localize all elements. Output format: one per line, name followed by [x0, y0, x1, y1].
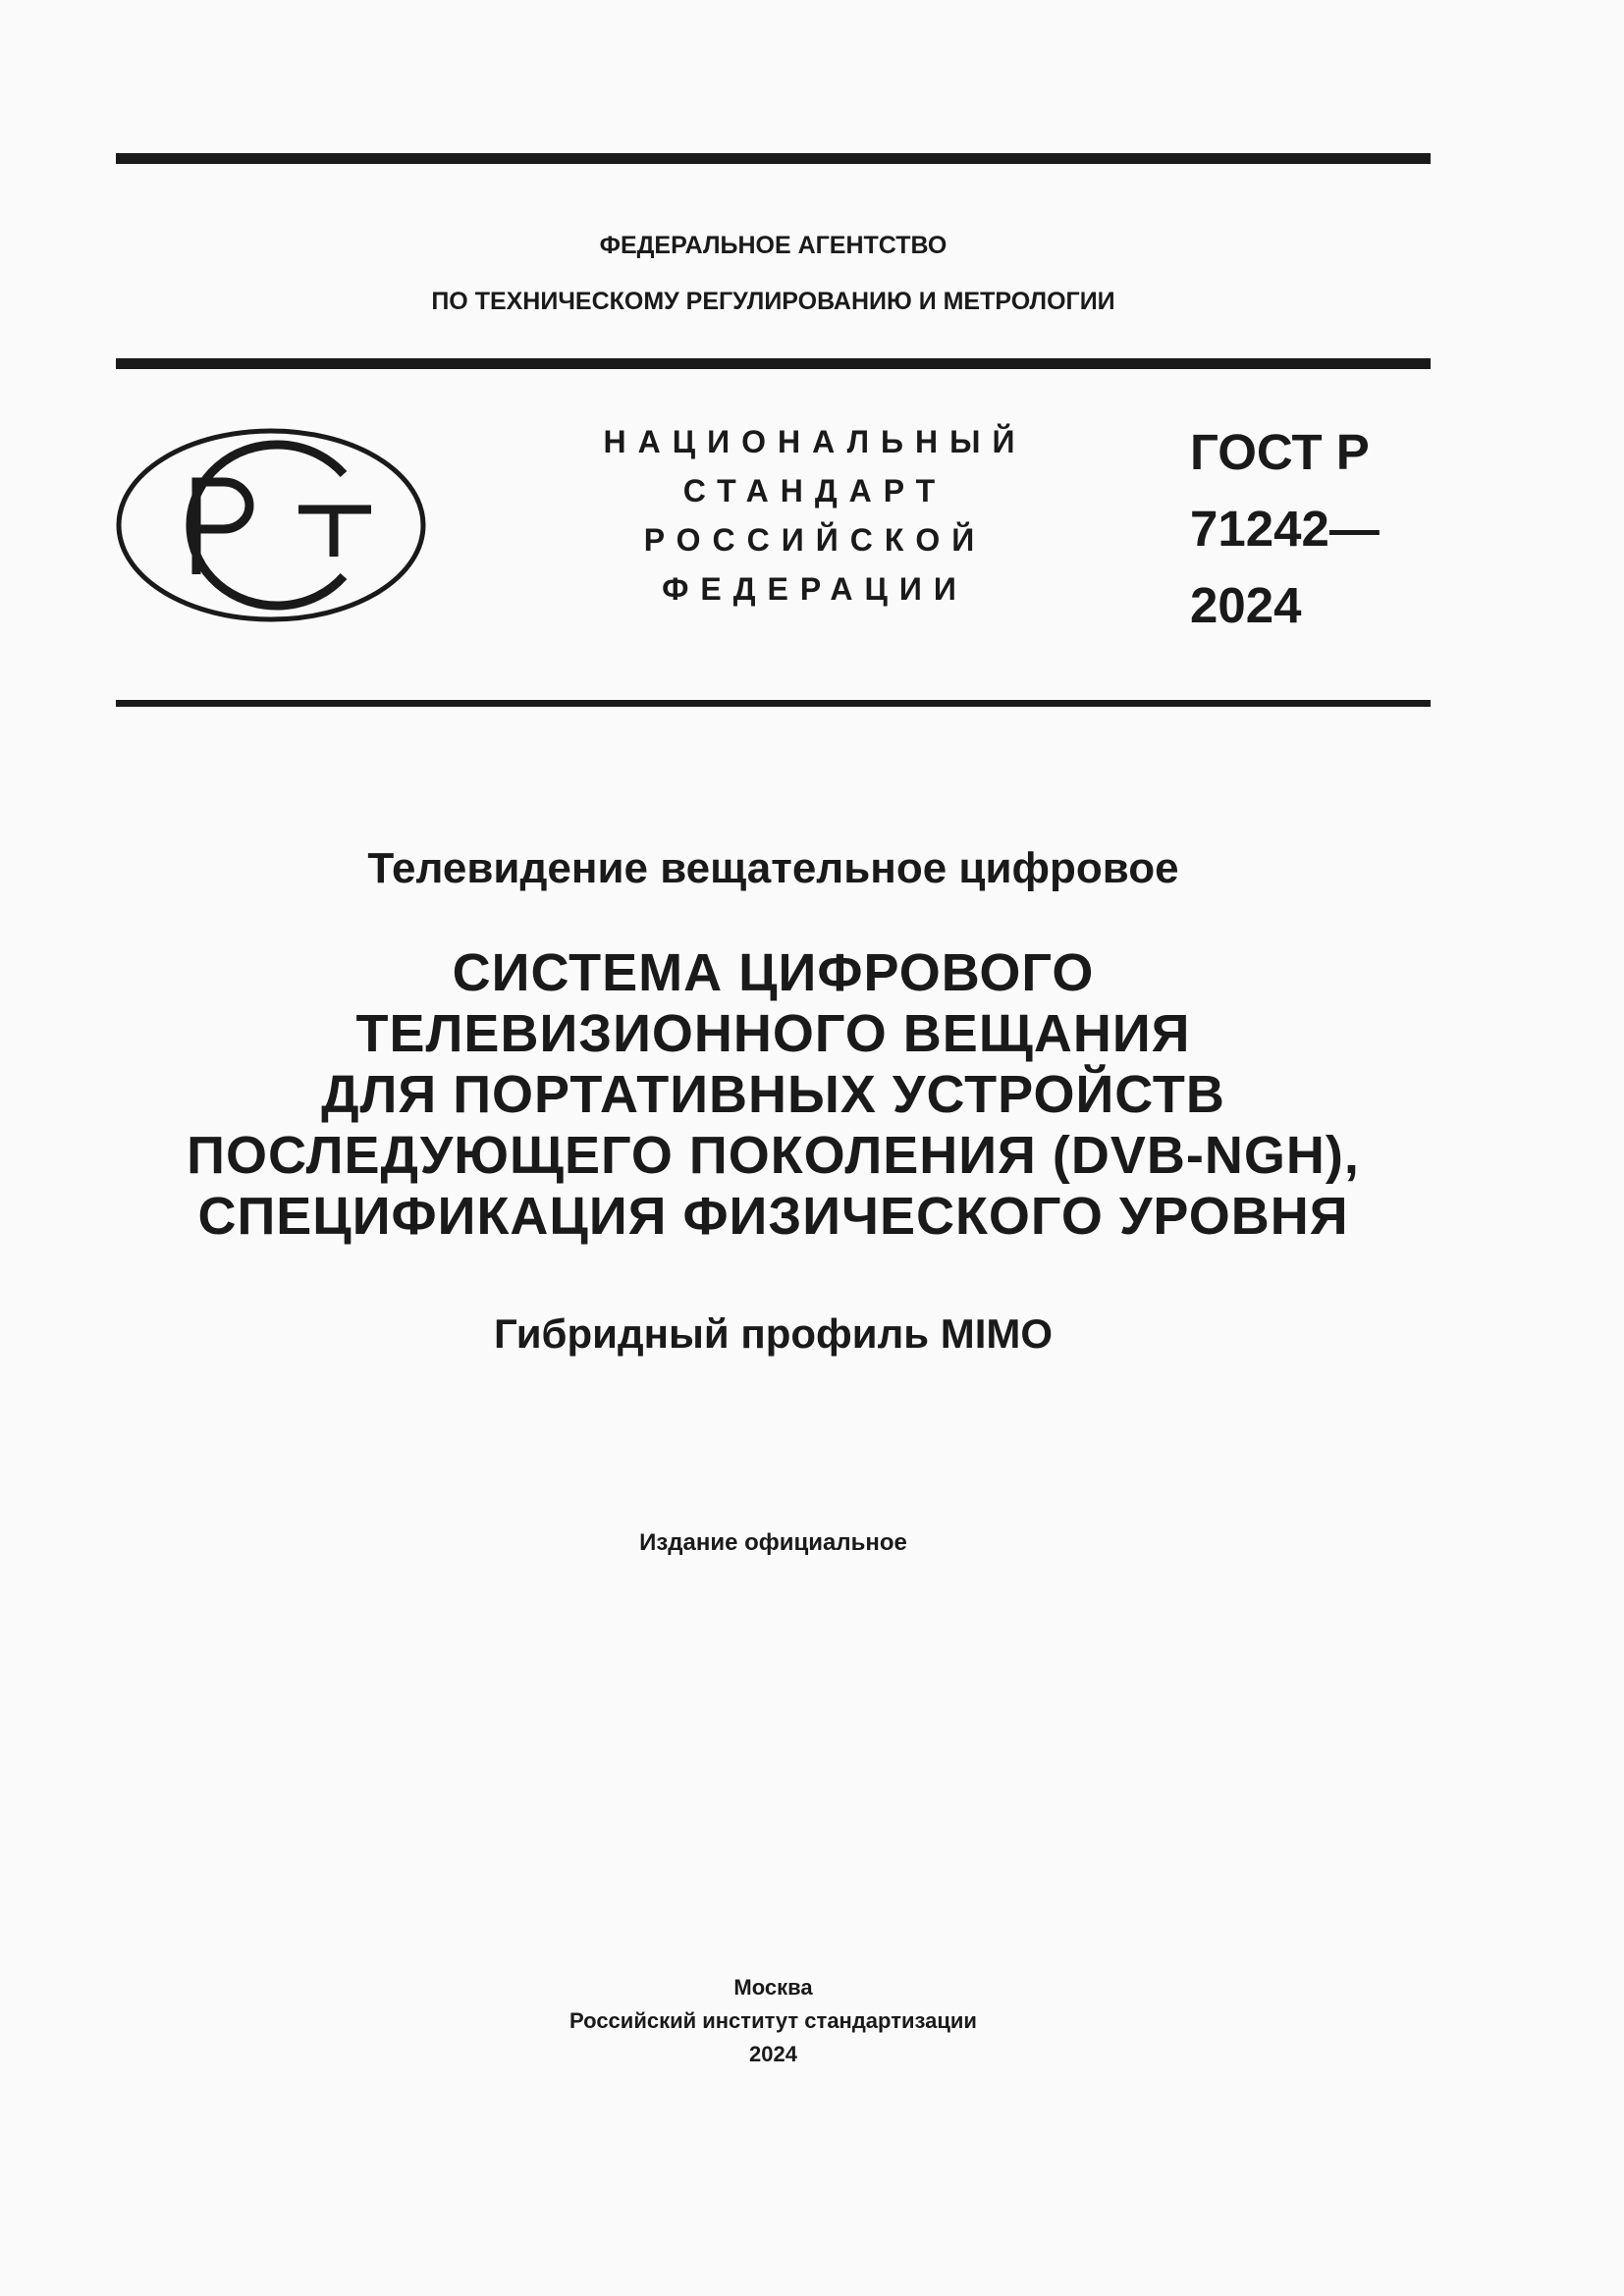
designation-line-1: ГОСТ Р [1190, 424, 1370, 480]
header-rule [116, 358, 1431, 369]
standard-designation [1190, 414, 1380, 644]
title-line-2: ТЕЛЕВИЗИОННОГО ВЕЩАНИЯ [355, 1004, 1191, 1063]
section-rule [116, 700, 1431, 707]
top-rule [116, 153, 1431, 164]
rst-certification-emblem-icon [116, 427, 426, 623]
national-standard-line-2: СТАНДАРТ [682, 473, 947, 508]
publisher-block [116, 1971, 1431, 2071]
agency-line-1: ФЕДЕРАЛЬНОЕ АГЕНТСТВО [599, 232, 947, 259]
publisher-name: Российский институт стандартизации [569, 2008, 977, 2033]
national-standard-line-3: РОССИЙСКОЙ [643, 522, 987, 558]
designation-line-2: 71242— [1190, 501, 1380, 557]
publisher-city: Москва [733, 1975, 813, 2000]
agency-header [116, 218, 1431, 330]
agency-line-2: ПО ТЕХНИЧЕСКОМУ РЕГУЛИРОВАНИЮ И МЕТРОЛОГИИ [431, 288, 1115, 315]
title-line-3: ДЛЯ ПОРТАТИВНЫХ УСТРОЙСТВ [321, 1065, 1225, 1124]
national-standard-line-1: НАЦИОНАЛЬНЫЙ [603, 424, 1027, 459]
document-subject: Телевидение вещательное цифровое [367, 844, 1179, 892]
title-line-1: СИСТЕМА ЦИФРОВОГО [452, 943, 1095, 1002]
designation-line-3: 2024 [1190, 577, 1302, 633]
edition-label: Издание официальное [639, 1529, 907, 1556]
document-profile: Гибридный профиль MIMO [493, 1310, 1054, 1357]
title-line-4: ПОСЛЕДУЮЩЕГО ПОКОЛЕНИЯ (DVB-NGH), [187, 1126, 1360, 1185]
title-line-5: СПЕЦИФИКАЦИЯ ФИЗИЧЕСКОГО УРОВНЯ [197, 1187, 1349, 1246]
publisher-year: 2024 [749, 2042, 797, 2066]
document-title [116, 942, 1431, 1247]
national-standard-line-4: ФЕДЕРАЦИИ [662, 571, 968, 607]
national-standard-label [579, 417, 1051, 614]
